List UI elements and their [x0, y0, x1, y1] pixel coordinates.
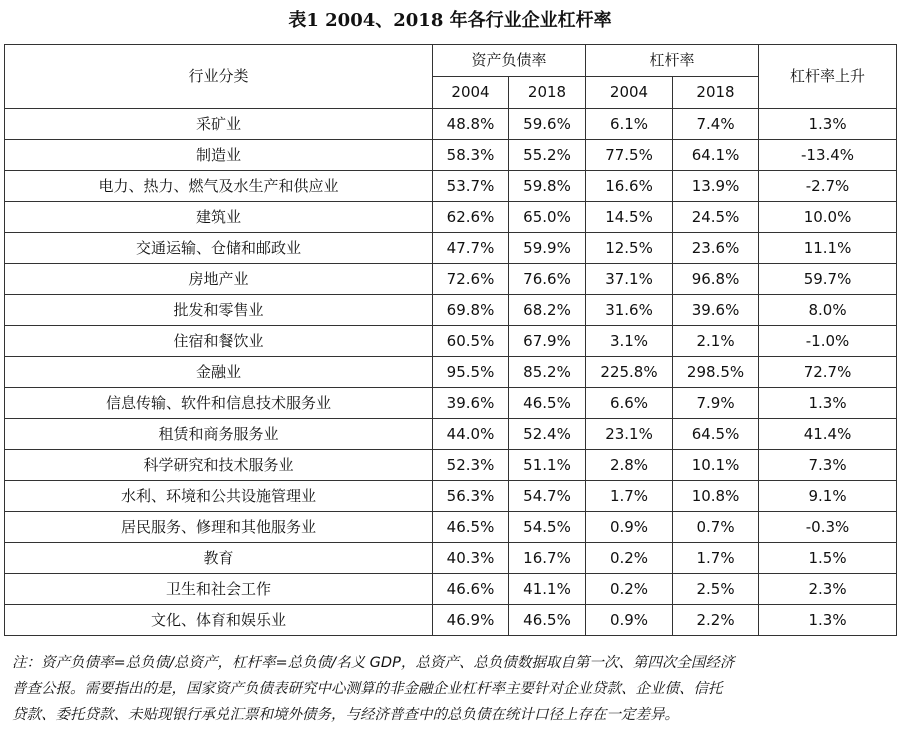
industry-name: 采矿业 [5, 109, 433, 140]
industry-name: 信息传输、软件和信息技术服务业 [5, 388, 433, 419]
leverage-2018-cell: 13.9% [673, 171, 759, 202]
asset-liability-2004-cell: 60.5% [433, 326, 509, 357]
leverage-2018-cell: 23.6% [673, 233, 759, 264]
leverage-2004-cell: 6.1% [586, 109, 673, 140]
table-row [5, 140, 897, 171]
footnote [12, 650, 892, 728]
asset-liability-2018-cell: 52.4% [509, 419, 586, 450]
table-row [5, 233, 897, 264]
table-row [5, 264, 897, 295]
table-row [5, 543, 897, 574]
table-row [5, 357, 897, 388]
industry-name: 住宿和餐饮业 [5, 326, 433, 357]
leverage-rise-cell: 1.3% [759, 388, 897, 419]
leverage-rise-cell: -0.3% [759, 512, 897, 543]
asset-liability-2018-cell: 76.6% [509, 264, 586, 295]
leverage-rise-cell: 7.3% [759, 450, 897, 481]
asset-liability-2018-cell: 59.8% [509, 171, 586, 202]
industry-name: 金融业 [5, 357, 433, 388]
leverage-2004-cell: 31.6% [586, 295, 673, 326]
industry-name: 教育 [5, 543, 433, 574]
asset-liability-2004-cell: 46.6% [433, 574, 509, 605]
header-year: 2018 [509, 77, 586, 109]
leverage-rise-cell: 2.3% [759, 574, 897, 605]
asset-liability-2018-cell: 46.5% [509, 605, 586, 636]
asset-liability-2004-cell: 48.8% [433, 109, 509, 140]
leverage-2018-cell: 2.5% [673, 574, 759, 605]
table-row [5, 388, 897, 419]
asset-liability-2004-cell: 53.7% [433, 171, 509, 202]
leverage-2004-cell: 0.9% [586, 512, 673, 543]
leverage-rise-cell: -13.4% [759, 140, 897, 171]
industry-name: 租赁和商务服务业 [5, 419, 433, 450]
header-asset-liability: 资产负债率 [433, 45, 586, 77]
leverage-2004-cell: 14.5% [586, 202, 673, 233]
leverage-2018-cell: 39.6% [673, 295, 759, 326]
leverage-2004-cell: 225.8% [586, 357, 673, 388]
asset-liability-2018-cell: 59.6% [509, 109, 586, 140]
industry-name: 交通运输、仓储和邮政业 [5, 233, 433, 264]
leverage-rise-cell: -2.7% [759, 171, 897, 202]
leverage-2018-cell: 2.1% [673, 326, 759, 357]
asset-liability-2004-cell: 47.7% [433, 233, 509, 264]
leverage-2004-cell: 0.9% [586, 605, 673, 636]
table-row [5, 326, 897, 357]
asset-liability-2018-cell: 54.5% [509, 512, 586, 543]
footnote-line: 贷款、委托贷款、未贴现银行承兑汇票和境外债务，与经济普查中的总负债在统计口径上存在一定差异。 [12, 707, 679, 723]
leverage-rise-cell: 59.7% [759, 264, 897, 295]
leverage-2018-cell: 298.5% [673, 357, 759, 388]
leverage-rise-cell: 1.5% [759, 543, 897, 574]
asset-liability-2004-cell: 52.3% [433, 450, 509, 481]
asset-liability-2004-cell: 56.3% [433, 481, 509, 512]
industry-name: 卫生和社会工作 [5, 574, 433, 605]
leverage-2018-cell: 24.5% [673, 202, 759, 233]
asset-liability-2004-cell: 72.6% [433, 264, 509, 295]
asset-liability-2018-cell: 51.1% [509, 450, 586, 481]
asset-liability-2018-cell: 46.5% [509, 388, 586, 419]
header-year: 2004 [433, 77, 509, 109]
leverage-rise-cell: 72.7% [759, 357, 897, 388]
leverage-table [4, 44, 897, 636]
leverage-rise-cell: 11.1% [759, 233, 897, 264]
table-row [5, 295, 897, 326]
table-title: 表1 2004、2018 年各行业企业杠杆率 [288, 10, 612, 31]
table-row [5, 419, 897, 450]
asset-liability-2018-cell: 16.7% [509, 543, 586, 574]
asset-liability-2018-cell: 55.2% [509, 140, 586, 171]
leverage-2004-cell: 1.7% [586, 481, 673, 512]
asset-liability-2018-cell: 41.1% [509, 574, 586, 605]
header-leverage-rise: 杠杆率上升 [759, 45, 897, 109]
asset-liability-2004-cell: 44.0% [433, 419, 509, 450]
asset-liability-2004-cell: 62.6% [433, 202, 509, 233]
leverage-2018-cell: 64.5% [673, 419, 759, 450]
leverage-2004-cell: 23.1% [586, 419, 673, 450]
header-year: 2004 [586, 77, 673, 109]
table-row [5, 171, 897, 202]
leverage-2004-cell: 6.6% [586, 388, 673, 419]
industry-name: 电力、热力、燃气及水生产和供应业 [5, 171, 433, 202]
asset-liability-2018-cell: 68.2% [509, 295, 586, 326]
industry-name: 文化、体育和娱乐业 [5, 605, 433, 636]
leverage-2018-cell: 1.7% [673, 543, 759, 574]
header-leverage: 杠杆率 [586, 45, 759, 77]
footnote-line: 注：资产负债率=总负债/总资产，杠杆率=总负债/名义 GDP，总资产、总负债数据取自第一次、第四次全国经济 [12, 655, 735, 671]
table-row [5, 512, 897, 543]
industry-name: 科学研究和技术服务业 [5, 450, 433, 481]
asset-liability-2004-cell: 46.9% [433, 605, 509, 636]
leverage-rise-cell: 8.0% [759, 295, 897, 326]
asset-liability-2004-cell: 95.5% [433, 357, 509, 388]
table-row [5, 109, 897, 140]
asset-liability-2018-cell: 54.7% [509, 481, 586, 512]
industry-name: 居民服务、修理和其他服务业 [5, 512, 433, 543]
table-row [5, 481, 897, 512]
leverage-rise-cell: -1.0% [759, 326, 897, 357]
leverage-2018-cell: 7.4% [673, 109, 759, 140]
asset-liability-2004-cell: 69.8% [433, 295, 509, 326]
leverage-2004-cell: 0.2% [586, 543, 673, 574]
leverage-rise-cell: 1.3% [759, 605, 897, 636]
industry-name: 房地产业 [5, 264, 433, 295]
industry-name: 批发和零售业 [5, 295, 433, 326]
asset-liability-2018-cell: 85.2% [509, 357, 586, 388]
leverage-2018-cell: 2.2% [673, 605, 759, 636]
table-row [5, 574, 897, 605]
asset-liability-2004-cell: 46.5% [433, 512, 509, 543]
industry-name: 水利、环境和公共设施管理业 [5, 481, 433, 512]
leverage-rise-cell: 1.3% [759, 109, 897, 140]
table-row [5, 202, 897, 233]
leverage-2004-cell: 0.2% [586, 574, 673, 605]
asset-liability-2004-cell: 39.6% [433, 388, 509, 419]
header-industry: 行业分类 [5, 45, 433, 109]
leverage-2004-cell: 3.1% [586, 326, 673, 357]
footnote-line: 普查公报。需要指出的是，国家资产负债表研究中心测算的非金融企业杠杆率主要针对企业贷款、企业债、信托 [12, 681, 723, 697]
leverage-2004-cell: 12.5% [586, 233, 673, 264]
leverage-2018-cell: 10.1% [673, 450, 759, 481]
leverage-2004-cell: 16.6% [586, 171, 673, 202]
asset-liability-2004-cell: 58.3% [433, 140, 509, 171]
table-row [5, 605, 897, 636]
asset-liability-2018-cell: 65.0% [509, 202, 586, 233]
industry-name: 制造业 [5, 140, 433, 171]
asset-liability-2004-cell: 40.3% [433, 543, 509, 574]
leverage-2004-cell: 2.8% [586, 450, 673, 481]
leverage-rise-cell: 41.4% [759, 419, 897, 450]
leverage-2018-cell: 96.8% [673, 264, 759, 295]
asset-liability-2018-cell: 59.9% [509, 233, 586, 264]
leverage-2018-cell: 7.9% [673, 388, 759, 419]
table-row [5, 450, 897, 481]
leverage-rise-cell: 10.0% [759, 202, 897, 233]
industry-name: 建筑业 [5, 202, 433, 233]
leverage-2004-cell: 77.5% [586, 140, 673, 171]
leverage-2004-cell: 37.1% [586, 264, 673, 295]
leverage-rise-cell: 9.1% [759, 481, 897, 512]
leverage-2018-cell: 64.1% [673, 140, 759, 171]
leverage-2018-cell: 10.8% [673, 481, 759, 512]
leverage-2018-cell: 0.7% [673, 512, 759, 543]
header-year: 2018 [673, 77, 759, 109]
asset-liability-2018-cell: 67.9% [509, 326, 586, 357]
